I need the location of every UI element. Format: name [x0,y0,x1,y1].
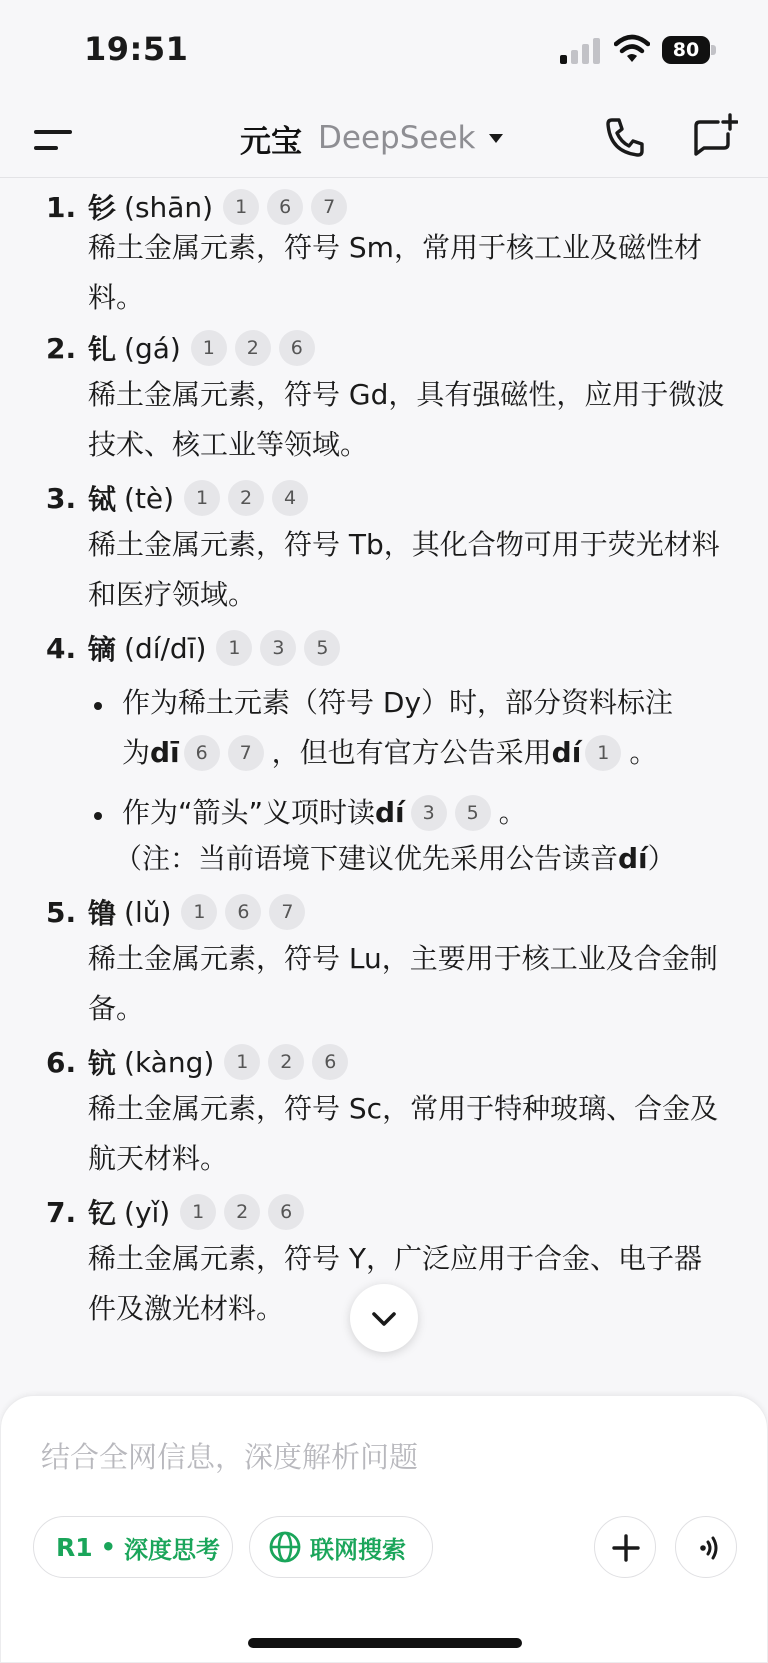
item-char: 钆 [88,333,117,366]
citation-badge[interactable]: 1 [184,480,220,516]
citation-badge[interactable]: 6 [225,894,261,930]
battery-level: 80 [662,36,710,64]
citation-badge[interactable]: 2 [268,1044,304,1080]
r1-label: R1 [56,1532,93,1562]
model-name: DeepSeek [318,120,476,156]
citation-badge[interactable]: 1 [223,189,259,225]
item-pinyin: (yǐ) [124,1195,171,1229]
signal-icon [560,38,602,64]
scroll-down-button[interactable] [350,1284,418,1352]
citation-badge[interactable]: 7 [269,894,305,930]
citation-badge[interactable]: 4 [272,480,308,516]
citation-badge[interactable]: 1 [180,1194,216,1230]
bullet-text: 。 [498,796,527,829]
pinyin-bold: dī [150,736,180,769]
citation-badge[interactable]: 3 [411,795,447,831]
chevron-down-icon [350,1284,418,1352]
item-char: 铽 [88,483,117,516]
web-search-label: 联网搜索 [310,1535,406,1564]
citation-badge[interactable]: 6 [279,330,315,366]
item-char: 镝 [88,633,117,666]
item-number: 4. [46,631,77,665]
plus-icon [595,1517,657,1579]
citation-badge[interactable]: 6 [267,189,303,225]
pinyin-bold: dí [375,796,405,829]
status-time: 19:51 [84,30,189,68]
item-char: 镥 [88,897,117,930]
nav-bar [0,100,768,178]
bullet-text: 作为稀土元素（符号 Dy）时，部分资料标注 [122,686,674,719]
item-number: 3. [46,481,77,515]
menu-icon[interactable] [34,120,76,154]
citation-badge[interactable]: 6 [312,1044,348,1080]
citation-badge[interactable]: 5 [304,630,340,666]
model-selector[interactable] [240,116,503,160]
citation-badge[interactable]: 6 [268,1194,304,1230]
item-number: 6. [46,1045,77,1079]
item-description: 稀土金属元素，符号 Lu，主要用于核工业及合金制备。 [88,942,718,1025]
item-pinyin: (lǔ) [124,895,172,929]
home-indicator [248,1638,522,1648]
globe-icon [268,1530,302,1564]
bullet-text: ，但也有官方公告采用 [271,736,552,769]
item-pinyin: (tè) [124,481,175,515]
citation-badge[interactable]: 1 [216,630,252,666]
item-description: 稀土金属元素，符号 Tb，其化合物可用于荧光材料和医疗领域。 [88,528,720,611]
bullet-text: 为 [122,736,151,769]
deep-think-chip[interactable]: R1 • 深度思考 [33,1516,233,1578]
citation-badge[interactable]: 3 [260,630,296,666]
composer-panel [0,1395,768,1663]
citation-badge[interactable]: 5 [455,795,491,831]
citation-badge[interactable]: 6 [184,735,220,771]
bullet-dot [94,702,102,710]
pinyin-bold: dí [618,842,648,875]
bullet-text: 作为“箭头”义项时读 [122,796,376,829]
citation-badge[interactable]: 1 [585,735,621,771]
item-char: 钐 [88,192,117,225]
item-char: 钇 [88,1197,117,1230]
message-input[interactable] [41,1432,721,1482]
voice-button[interactable] [675,1516,737,1578]
item-description: 稀土金属元素，符号 Sc，常用于特种玻璃、合金及航天材料。 [88,1092,719,1175]
note-text: ） [647,842,676,875]
note-text: （注：当前语境下建议优先采用公告读音 [114,842,619,875]
wifi-icon [614,34,650,64]
item-description: 稀土金属元素，符号 Y，广泛应用于合金、电子器件及激光材料。 [88,1242,703,1325]
citation-badge[interactable]: 2 [224,1194,260,1230]
add-attachment-button[interactable] [594,1516,656,1578]
web-search-chip[interactable] [249,1516,433,1578]
bullet-line [122,788,527,838]
item-description: 稀土金属元素，符号 Gd，具有强磁性，应用于微波技术、核工业等领域。 [88,378,725,461]
bullet-line [122,678,673,728]
phone-icon[interactable] [602,114,648,160]
item-description: 稀土金属元素，符号 Sm，常用于核工业及磁性材料。 [88,231,702,314]
app-title: 元宝 [240,123,302,160]
item-char: 钪 [88,1047,117,1080]
status-bar [0,0,768,100]
bullet-dot [94,812,102,820]
note-line [114,834,676,884]
item-pinyin: (gá) [124,331,181,365]
citation-badge[interactable]: 1 [224,1044,260,1080]
voice-icon [676,1517,738,1579]
bullet-line [122,728,657,778]
answer-content [0,180,768,1390]
item-number: 7. [46,1195,77,1229]
citation-badge[interactable]: 7 [311,189,347,225]
citation-badge[interactable]: 1 [191,330,227,366]
item-number: 1. [46,190,77,224]
item-number: 2. [46,331,77,365]
deep-think-label: 深度思考 [124,1535,220,1564]
bullet-text: 。 [629,736,658,769]
citation-badge[interactable]: 2 [228,480,264,516]
item-pinyin: (dí/dī) [124,631,207,665]
caret-down-icon [489,134,503,143]
battery-icon [662,36,716,64]
item-pinyin: (shān) [124,190,214,224]
citation-badge[interactable]: 7 [228,735,264,771]
citation-badge[interactable]: 2 [235,330,271,366]
item-pinyin: (kàng) [124,1045,215,1079]
new-chat-icon[interactable] [690,112,738,160]
pinyin-bold: dí [551,736,582,769]
item-number: 5. [46,895,77,929]
citation-badge[interactable]: 1 [181,894,217,930]
